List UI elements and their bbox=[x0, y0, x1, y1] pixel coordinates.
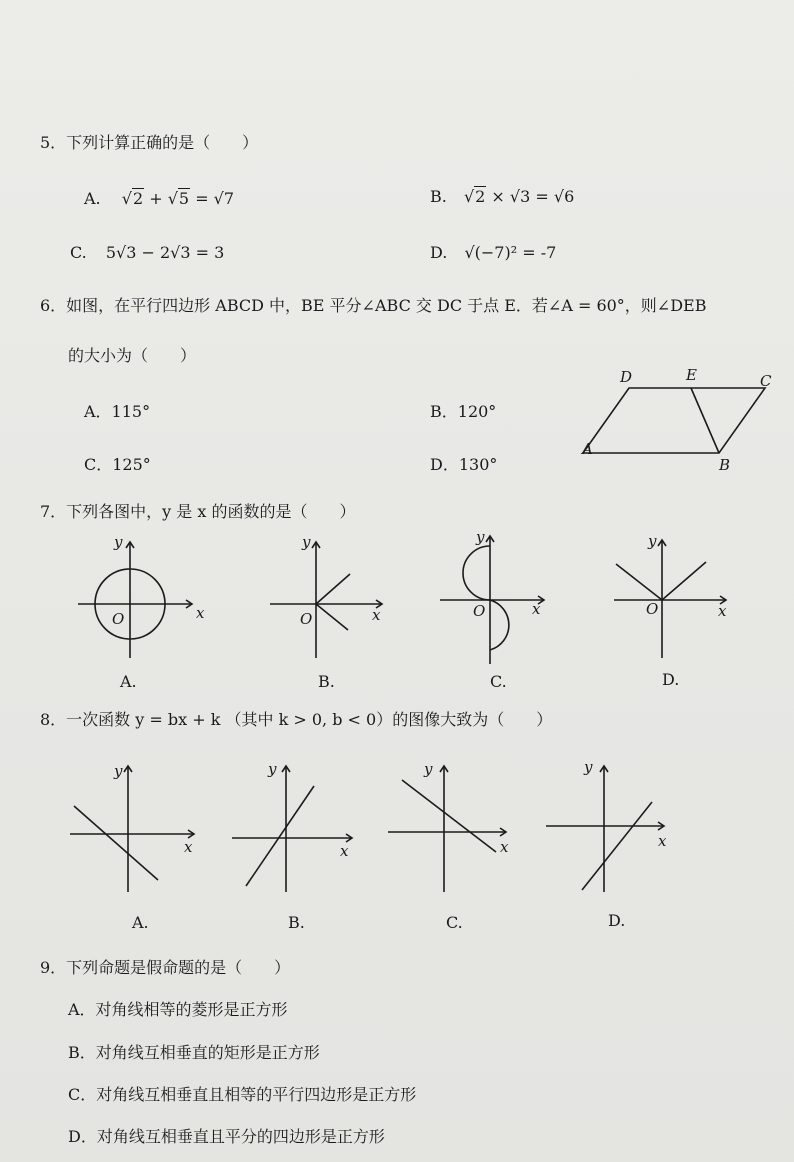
svg-text:x: x bbox=[372, 606, 381, 624]
svg-text:y: y bbox=[114, 533, 123, 551]
svg-text:O: O bbox=[473, 602, 486, 620]
svg-text:y: y bbox=[302, 533, 311, 551]
q7-graph-d bbox=[606, 534, 736, 664]
svg-text:O: O bbox=[300, 610, 313, 628]
q5-option-a-expr: √2 + √5 = √7 bbox=[121, 189, 235, 208]
q8-option-a[interactable]: A. bbox=[132, 913, 149, 932]
q9-option-b[interactable]: B．对角线互相垂直的矩形是正方形 bbox=[68, 1043, 320, 1062]
line-c bbox=[402, 780, 496, 852]
svg-text:x: x bbox=[718, 602, 727, 620]
segment-be bbox=[691, 388, 719, 453]
q8-graph-c bbox=[384, 758, 524, 898]
svg-text:y: y bbox=[648, 532, 657, 550]
vertex-e-label: E bbox=[686, 366, 697, 384]
vertex-d-label: D bbox=[620, 368, 633, 386]
svg-text:x: x bbox=[340, 842, 349, 860]
q5-option-b[interactable] bbox=[430, 187, 574, 207]
q5-option-a-eq: = √7 bbox=[195, 189, 235, 208]
q7-option-c[interactable]: C. bbox=[490, 672, 507, 691]
q7-graph-b bbox=[262, 534, 392, 664]
q7-graph-c bbox=[432, 528, 562, 668]
parallelogram-abcd bbox=[583, 388, 765, 453]
q9-stem: 9．下列命题是假命题的是（ ） bbox=[40, 958, 291, 977]
q9-option-c[interactable]: C．对角线互相垂直且相等的平行四边形是正方形 bbox=[68, 1085, 417, 1104]
svg-text:x: x bbox=[196, 604, 205, 622]
svg-text:x: x bbox=[658, 832, 667, 850]
q5-option-a-label: A. bbox=[84, 189, 101, 208]
line-a bbox=[74, 806, 158, 880]
q6-stem-line1: 6．如图，在平行四边形 ABCD 中，BE 平分∠ABC 交 DC 于点 E．若∠A = 60°，则∠DEB bbox=[40, 296, 707, 315]
svg-text:y: y bbox=[424, 760, 433, 778]
q5-option-d[interactable] bbox=[430, 243, 556, 263]
svg-text:x: x bbox=[500, 838, 509, 856]
q5-option-c[interactable] bbox=[70, 243, 224, 263]
line-b bbox=[246, 786, 314, 886]
q5-option-c-expr: 5√3 − 2√3 = 3 bbox=[105, 243, 225, 262]
q6-stem-line2: 的大小为（ ） bbox=[68, 346, 197, 365]
vertex-a-label: A bbox=[582, 440, 593, 458]
q7-graph-a bbox=[72, 534, 212, 664]
q5-option-a[interactable] bbox=[84, 189, 234, 209]
q6-option-c[interactable]: C．125° bbox=[84, 455, 151, 474]
svg-text:y: y bbox=[268, 760, 277, 778]
q8-graph-a bbox=[66, 758, 206, 898]
svg-text:x: x bbox=[184, 838, 193, 856]
q5-option-b-label: B. bbox=[430, 187, 447, 206]
svg-text:y: y bbox=[114, 762, 123, 780]
q6-parallelogram-figure bbox=[580, 366, 780, 474]
q6-option-d[interactable]: D．130° bbox=[430, 455, 498, 474]
q7-option-d[interactable]: D. bbox=[662, 670, 680, 689]
q7-option-a[interactable]: A. bbox=[120, 672, 137, 691]
q6-option-b[interactable]: B．120° bbox=[430, 402, 497, 421]
q9-option-a[interactable]: A．对角线相等的菱形是正方形 bbox=[68, 1000, 288, 1019]
q9-option-d[interactable]: D．对角线互相垂直且平分的四边形是正方形 bbox=[68, 1127, 385, 1146]
q5-option-d-expr: √(−7)² = -7 bbox=[464, 243, 557, 262]
q8-option-b[interactable]: B. bbox=[288, 913, 305, 932]
q7-option-b[interactable]: B. bbox=[318, 672, 335, 691]
q8-stem: 8．一次函数 y = bx + k （其中 k > 0, b < 0）的图像大致为（ ） bbox=[40, 710, 553, 729]
line-d bbox=[582, 802, 652, 890]
q8-graph-b bbox=[228, 758, 368, 898]
q8-graph-d bbox=[542, 758, 682, 898]
q6-option-a[interactable]: A．115° bbox=[84, 402, 151, 421]
svg-text:x: x bbox=[532, 600, 541, 618]
q7-stem: 7．下列各图中，y 是 x 的函数的是（ ） bbox=[40, 502, 356, 521]
q5-option-d-label: D. bbox=[430, 243, 448, 262]
svg-text:y: y bbox=[476, 528, 485, 546]
q5-option-b-expr: √2 × √3 = √6 bbox=[463, 187, 575, 206]
vertex-b-label: B bbox=[719, 456, 731, 474]
vertex-c-label: C bbox=[760, 372, 772, 390]
q5-option-c-label: C. bbox=[70, 243, 87, 262]
svg-text:O: O bbox=[646, 600, 659, 618]
svg-text:y: y bbox=[584, 758, 593, 776]
q5-option-b-eq: × √3 = √6 bbox=[491, 187, 575, 206]
q8-option-d[interactable]: D. bbox=[608, 911, 626, 930]
q8-option-c[interactable]: C. bbox=[446, 913, 463, 932]
q5-stem: 5．下列计算正确的是（ ） bbox=[40, 133, 259, 152]
svg-text:O: O bbox=[112, 610, 125, 628]
